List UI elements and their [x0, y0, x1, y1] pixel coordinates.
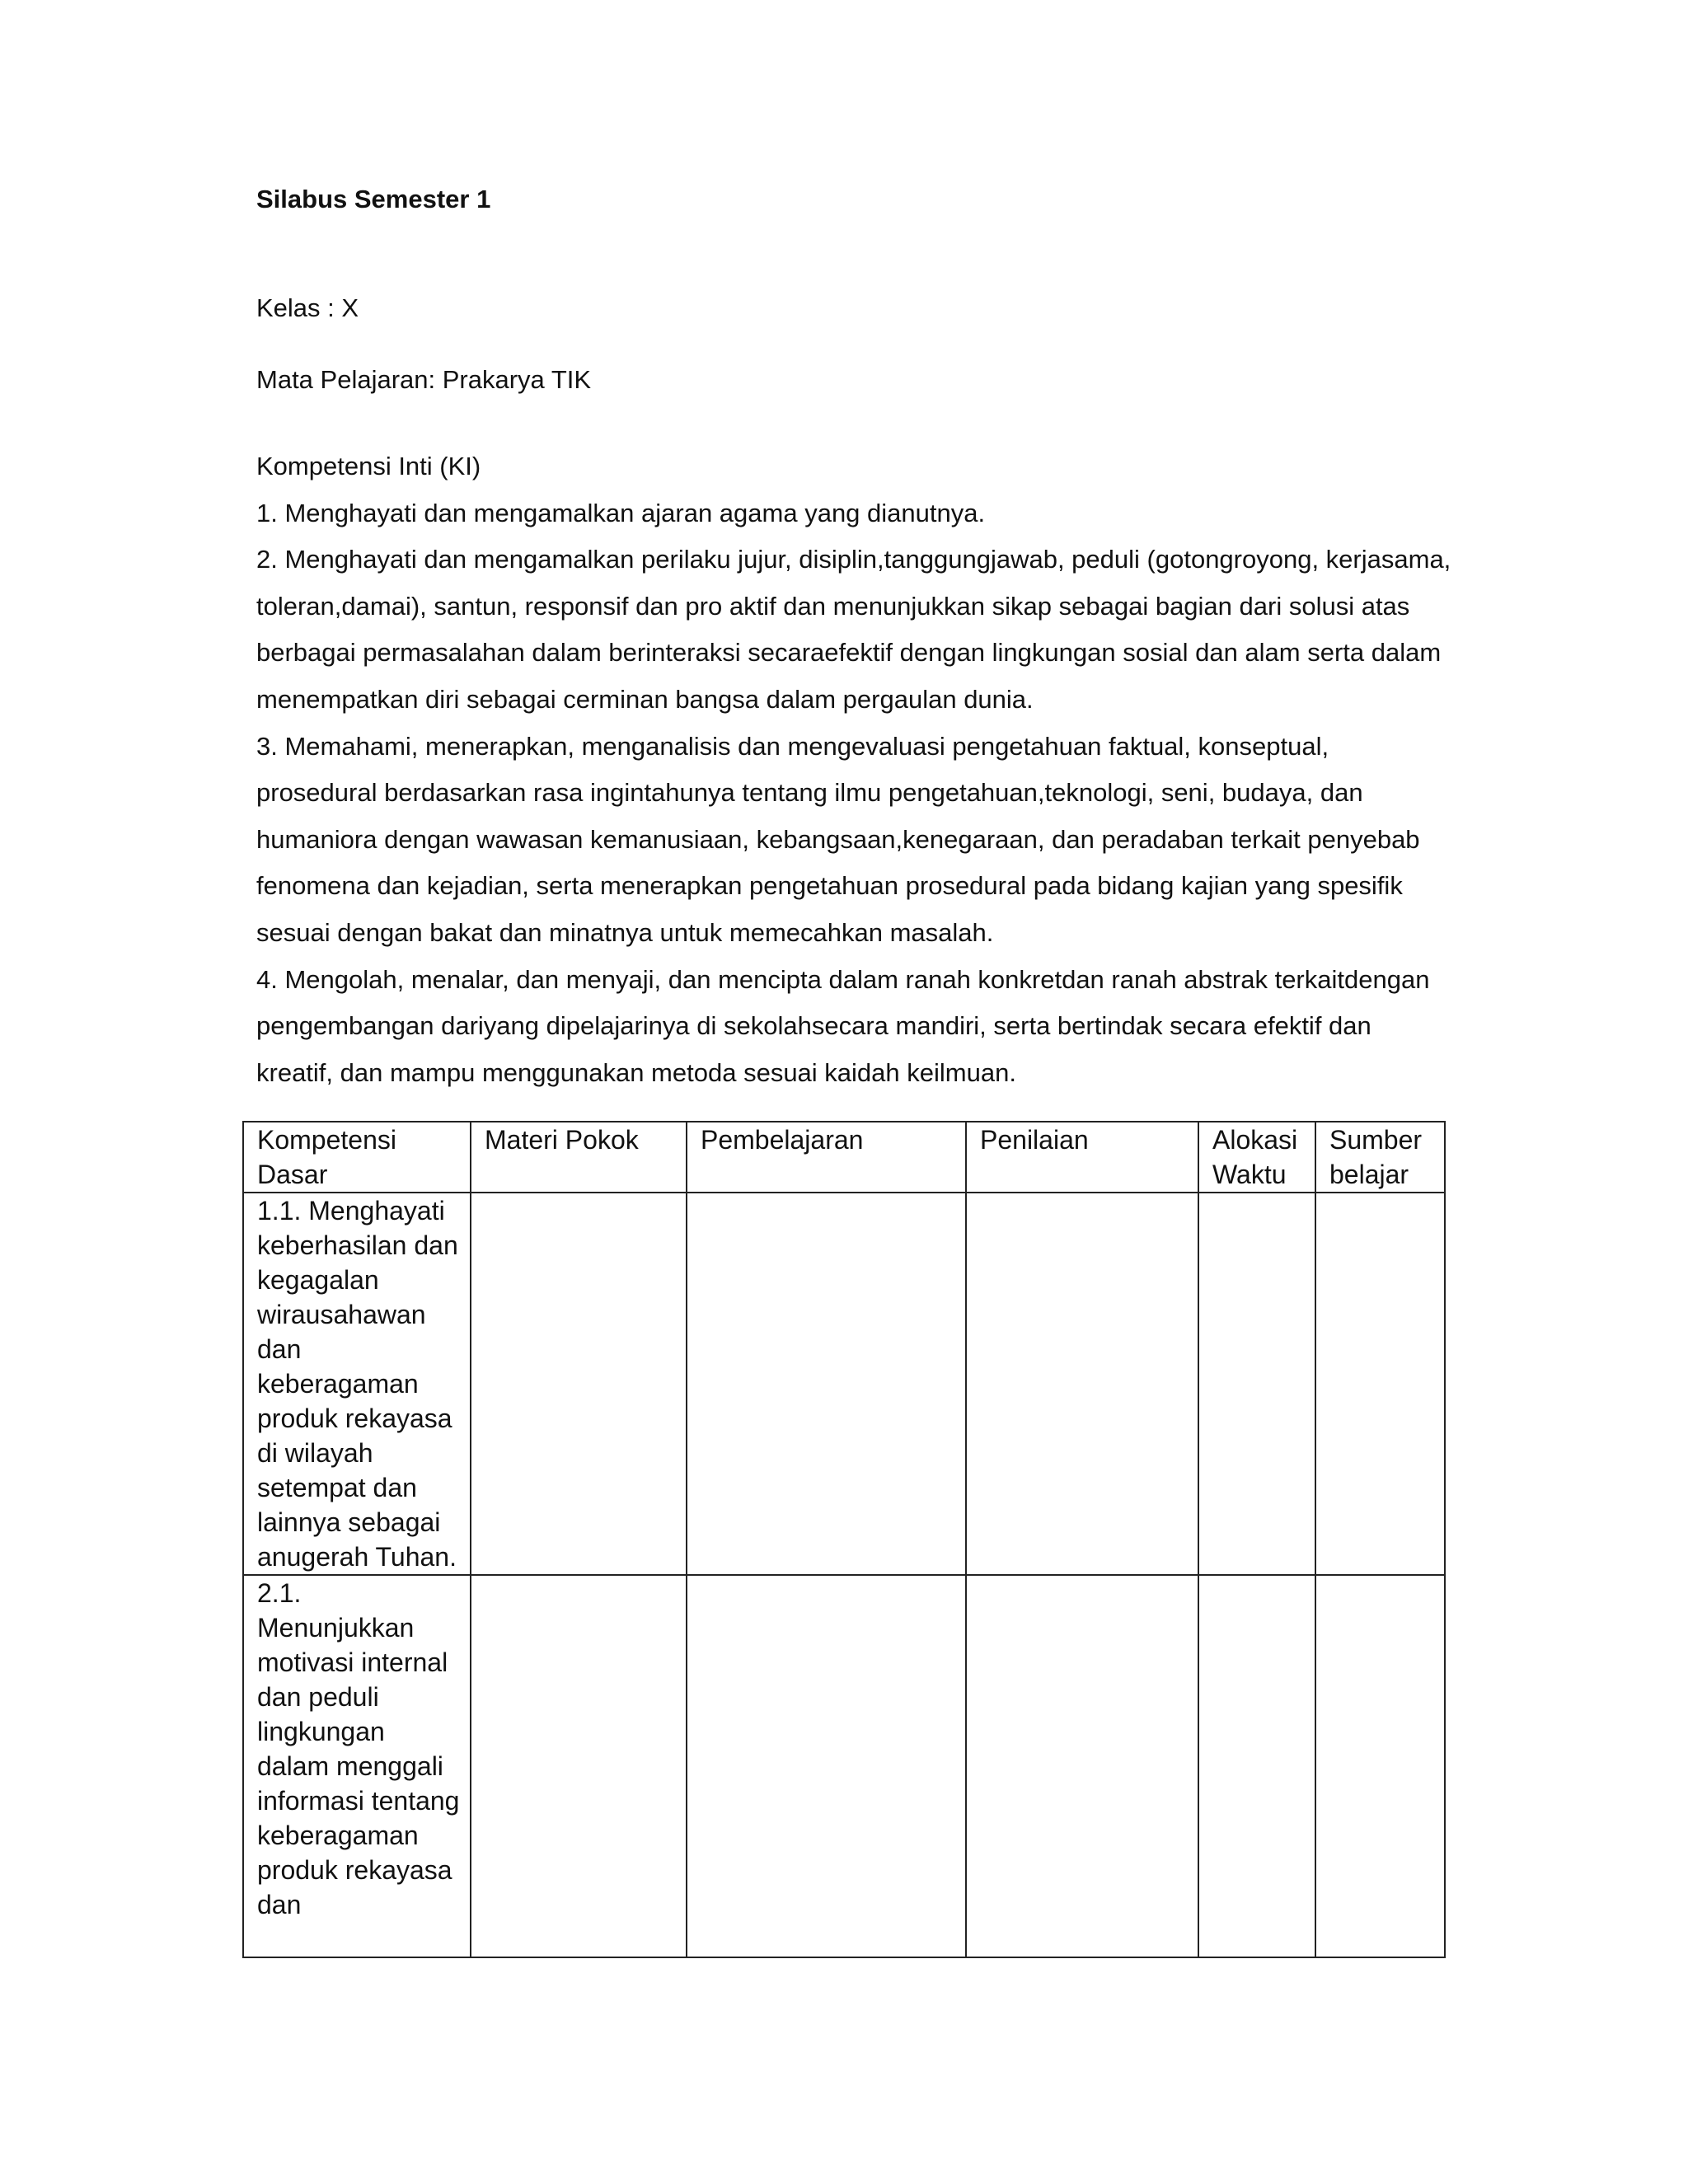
materi-cell [471, 1193, 687, 1575]
ki-item-4: 4. Mengolah, menalar, dan menyaji, dan mencipta dalam ranah konkretdan ranah abstrak terkaitdengan pengembangan dariyang dipelajarinya di sekolahsecara mandiri, serta bertindak secara efektif dan kreatif, dan mampu menggunakan metoda sesuai kaidah keilmuan. [256, 964, 1430, 1087]
materi-cell [471, 1575, 687, 1957]
kompetensi-inti-section [256, 443, 1451, 1096]
header-alokasi-waktu: Alokasi Waktu [1198, 1122, 1315, 1193]
sumber-cell [1315, 1575, 1445, 1957]
kelas-line: Kelas : X [256, 293, 359, 322]
ki-item-2: 2. Menghayati dan mengamalkan perilaku jujur, disiplin,tanggungjawab, peduli (gotongroyong, kerjasama, toleran,damai), santun, responsif dan pro aktif dan menunjukkan sikap sebagai bagian dari solusi atas berbagai permasalahan dalam berinteraksi secaraefektif dengan lingkungan sosial dan alam serta dalam menempatkan diri sebagai cerminan bangsa dalam pergaulan dunia. [256, 545, 1451, 714]
alokasi-cell [1198, 1193, 1315, 1575]
header-materi-pokok: Materi Pokok [471, 1122, 687, 1193]
table-row [243, 1575, 1445, 1957]
silabus-table [242, 1121, 1446, 1958]
header-penilaian: Penilaian [966, 1122, 1198, 1193]
mata-pelajaran-line: Mata Pelajaran: Prakarya TIK [256, 365, 592, 394]
sumber-cell [1315, 1193, 1445, 1575]
table-header-row [243, 1122, 1445, 1193]
ki-item-1: 1. Menghayati dan mengamalkan ajaran agama yang dianutnya. [256, 498, 986, 527]
header-kompetensi-dasar: Kompetensi Dasar [243, 1122, 471, 1193]
kd-cell: 2.1. Menunjukkan motivasi internal dan peduli lingkungan dalam menggali informasi tentang keberagaman produk rekayasa dan [243, 1575, 471, 1957]
header-pembelajaran: Pembelajaran [687, 1122, 966, 1193]
table-row [243, 1193, 1445, 1575]
pembelajaran-cell [687, 1193, 966, 1575]
header-sumber-belajar: Sumber belajar [1315, 1122, 1445, 1193]
alokasi-cell [1198, 1575, 1315, 1957]
pembelajaran-cell [687, 1575, 966, 1957]
document-title: Silabus Semester 1 [256, 185, 491, 213]
ki-heading: Kompetensi Inti (KI) [256, 452, 481, 480]
penilaian-cell [966, 1193, 1198, 1575]
kd-cell: 1.1. Menghayati keberhasilan dan kegagalan wirausahawan dan keberagaman produk rekayasa di wilayah setempat dan lainnya sebagai anugerah Tuhan. [243, 1193, 471, 1575]
penilaian-cell [966, 1575, 1198, 1957]
ki-item-3: 3. Memahami, menerapkan, menganalisis dan mengevaluasi pengetahuan faktual, konseptual, prosedural berdasarkan rasa ingintahunya tentang ilmu pengetahuan,teknologi, seni, budaya, dan humaniora dengan wawasan kemanusiaan, kebangsaan,kenegaraan, dan peradaban terkait penyebab fenomena dan kejadian, serta menerapkan pengetahuan prosedural pada bidang kajian yang spesifik sesuai dengan bakat dan minatnya untuk memecahkan masalah. [256, 731, 1420, 947]
